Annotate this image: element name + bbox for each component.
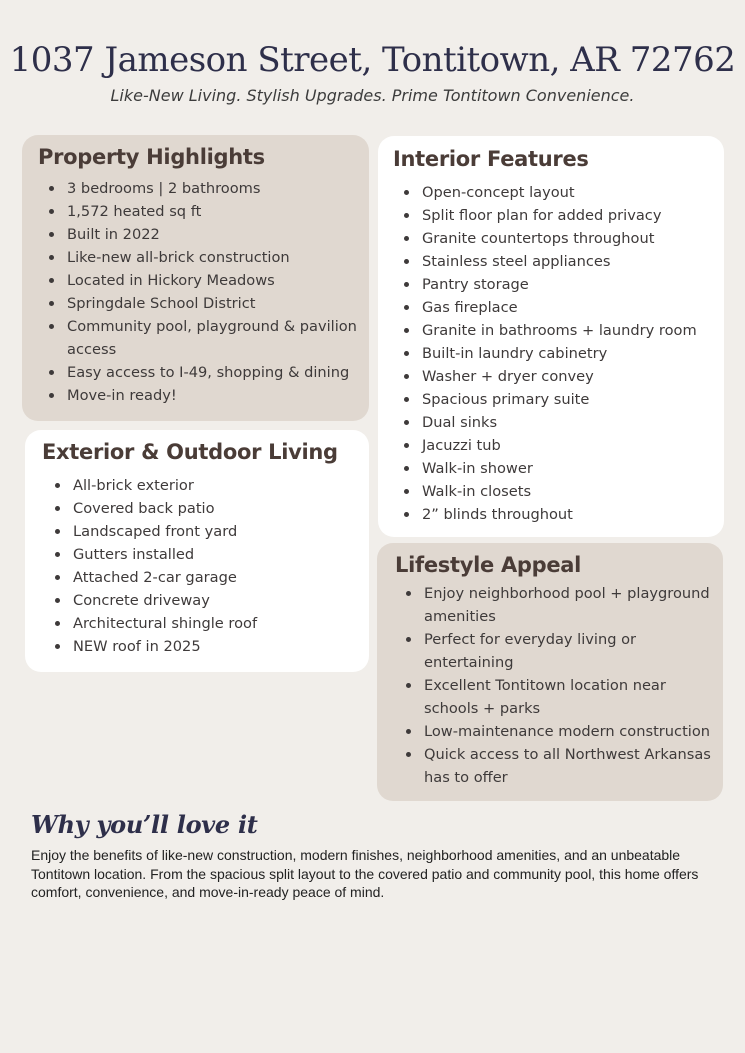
- exterior-list: [42, 474, 369, 658]
- list-item: Gutters installed: [44, 543, 369, 566]
- interior-features-list: [393, 181, 724, 526]
- list-item: 3 bedrooms | 2 bathrooms: [38, 177, 369, 200]
- list-item: Covered back patio: [44, 497, 369, 520]
- list-item: Walk-in closets: [393, 480, 724, 503]
- list-item: Perfect for everyday living or entertaining: [395, 628, 723, 674]
- list-item: Landscaped front yard: [44, 520, 369, 543]
- exterior-card: [25, 430, 369, 672]
- list-item: Open-concept layout: [393, 181, 724, 204]
- property-highlights-heading: Property Highlights: [38, 145, 265, 169]
- why-body: Enjoy the benefits of like-new construction, modern finishes, neighborhood amenities, and an unbeatable Tontitown location. From the spacious split layout to the covered patio and community pool, this home offers comfort, convenience, and move-in-ready peace of mind.: [31, 847, 699, 900]
- interior-features-card: [378, 136, 724, 537]
- list-item: Dual sinks: [393, 411, 724, 434]
- list-item: Spacious primary suite: [393, 388, 724, 411]
- list-item: Architectural shingle roof: [44, 612, 369, 635]
- list-item: Located in Hickory Meadows: [38, 269, 369, 292]
- list-item: Built in 2022: [38, 223, 369, 246]
- list-item: Concrete driveway: [44, 589, 369, 612]
- list-item: Enjoy neighborhood pool + playground amenities: [395, 582, 723, 628]
- list-item: Move-in ready!: [38, 384, 369, 407]
- list-item: Pantry storage: [393, 273, 724, 296]
- exterior-heading: Exterior & Outdoor Living: [42, 440, 338, 464]
- list-item: Community pool, playground & pavilion access: [38, 315, 369, 361]
- list-item: All-brick exterior: [44, 474, 369, 497]
- lifestyle-appeal-list: [395, 582, 723, 789]
- property-highlights-card: [22, 135, 369, 421]
- list-item: 2” blinds throughout: [393, 503, 724, 526]
- lifestyle-appeal-heading: Lifestyle Appeal: [395, 553, 582, 577]
- list-item: 1,572 heated sq ft: [38, 200, 369, 223]
- list-item: Low-maintenance modern construction: [395, 720, 723, 743]
- property-highlights-list: [38, 177, 369, 407]
- list-item: Split floor plan for added privacy: [393, 204, 724, 227]
- list-item: Quick access to all Northwest Arkansas has to offer: [395, 743, 723, 789]
- list-item: Gas fireplace: [393, 296, 724, 319]
- list-item: Like-new all-brick construction: [38, 246, 369, 269]
- list-item: Walk-in shower: [393, 457, 724, 480]
- why-heading: Why you’ll love it: [31, 810, 258, 839]
- list-item: Stainless steel appliances: [393, 250, 724, 273]
- list-item: Granite in bathrooms + laundry room: [393, 319, 724, 342]
- lifestyle-appeal-card: [377, 543, 723, 801]
- page-subtitle: Like-New Living. Stylish Upgrades. Prime Tontitown Convenience.: [110, 86, 635, 105]
- list-item: Washer + dryer convey: [393, 365, 724, 388]
- list-item: NEW roof in 2025: [44, 635, 369, 658]
- interior-features-heading: Interior Features: [393, 147, 589, 171]
- list-item: Springdale School District: [38, 292, 369, 315]
- list-item: Excellent Tontitown location near schools + parks: [395, 674, 723, 720]
- page-title: 1037 Jameson Street, Tontitown, AR 72762: [9, 40, 736, 80]
- list-item: Granite countertops throughout: [393, 227, 724, 250]
- list-item: Attached 2-car garage: [44, 566, 369, 589]
- list-item: Built-in laundry cabinetry: [393, 342, 724, 365]
- list-item: Jacuzzi tub: [393, 434, 724, 457]
- list-item: Easy access to I-49, shopping & dining: [38, 361, 369, 384]
